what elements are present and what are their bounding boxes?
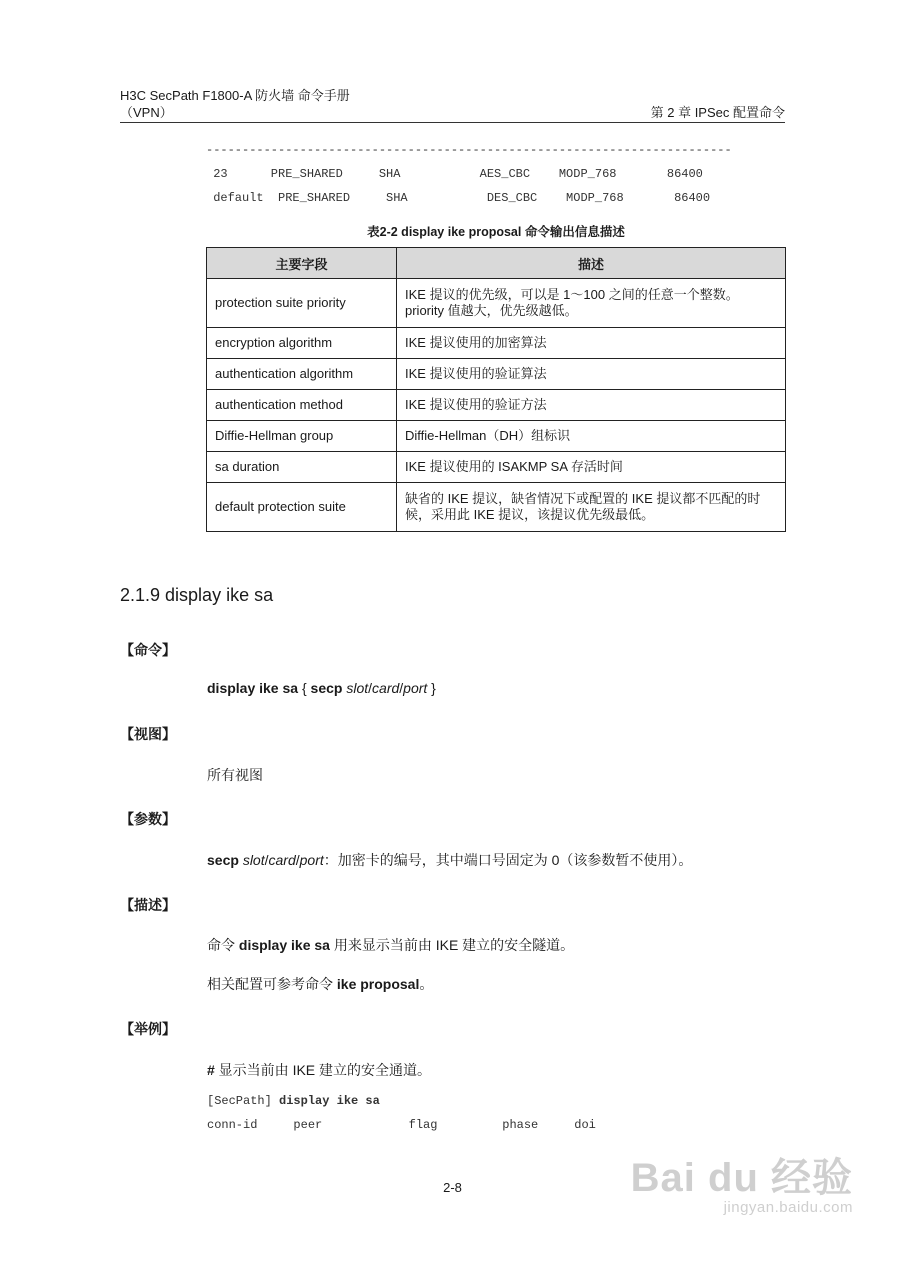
text: 命令 bbox=[207, 937, 239, 953]
table-cell-field: protection suite priority bbox=[207, 279, 397, 328]
table-header-field: 主要字段 bbox=[207, 248, 397, 279]
table-cell-desc bbox=[397, 279, 786, 328]
table-cell-desc bbox=[397, 483, 786, 532]
code-row-2: default PRE_SHARED SHA DES_CBC MODP_768 86400 bbox=[206, 191, 711, 205]
brace-open: { bbox=[298, 680, 311, 696]
table-cell-field: authentication algorithm bbox=[207, 359, 397, 390]
table-cell-field: encryption algorithm bbox=[207, 328, 397, 359]
table-cell-desc: IKE 提议使用的验证算法 bbox=[397, 359, 786, 390]
param-desc: ：加密卡的编号，其中端口号固定为 0（该参数暂不使用）。 bbox=[323, 852, 693, 868]
command-slot: slot bbox=[346, 680, 369, 696]
table-cell-desc: IKE 提议使用的加密算法 bbox=[397, 328, 786, 359]
table-row bbox=[207, 452, 786, 483]
slash: / bbox=[368, 680, 373, 696]
command-syntax bbox=[207, 680, 436, 696]
table-row bbox=[207, 359, 786, 390]
prompt: [SecPath] bbox=[207, 1094, 280, 1108]
desc-line: priority 值越大，优先级越低。 bbox=[405, 303, 578, 318]
table-header-row bbox=[207, 248, 786, 279]
header-rule bbox=[120, 122, 785, 123]
desc-line: IKE 提议的优先级，可以是 1～100 之间的任意一个整数。 bbox=[405, 287, 739, 302]
command-card: card bbox=[372, 680, 400, 696]
param-port: port bbox=[299, 852, 324, 868]
view-text: 所有视图 bbox=[207, 767, 263, 783]
description-table bbox=[206, 247, 786, 532]
label-view: 【视图】 bbox=[120, 726, 176, 742]
brace-close: } bbox=[427, 680, 436, 696]
table-row bbox=[207, 279, 786, 328]
table-row bbox=[207, 421, 786, 452]
text: 显示当前由 IKE 建立的安全通道。 bbox=[214, 1062, 432, 1078]
text: 。 bbox=[419, 976, 434, 992]
slash: / bbox=[295, 852, 300, 868]
slash: / bbox=[264, 852, 269, 868]
command-port: port bbox=[403, 680, 428, 696]
watermark bbox=[631, 1146, 853, 1216]
table-cell-field: default protection suite bbox=[207, 483, 397, 532]
label-command: 【命令】 bbox=[120, 642, 176, 658]
code-row-1: 23 PRE_SHARED SHA AES_CBC MODP_768 86400 bbox=[206, 167, 703, 181]
label-params: 【参数】 bbox=[120, 811, 176, 827]
param-slot: slot bbox=[242, 852, 265, 868]
label-example: 【举例】 bbox=[120, 1021, 176, 1037]
table-cell-desc: IKE 提议使用的验证方法 bbox=[397, 390, 786, 421]
watermark-url: jingyan.baidu.com bbox=[723, 1199, 853, 1216]
page-number: 2-8 bbox=[443, 1180, 462, 1195]
table-header-desc: 描述 bbox=[397, 248, 786, 279]
table-row bbox=[207, 390, 786, 421]
command-name: display ike sa bbox=[207, 680, 299, 696]
text: 用来显示当前由 IKE 建立的安全隧道。 bbox=[329, 937, 575, 953]
table-row bbox=[207, 328, 786, 359]
header-chapter: 第 2 章 IPSec 配置命令 bbox=[650, 105, 785, 120]
desc-line: 候，采用此 IKE 提议，该提议优先级最低。 bbox=[405, 507, 655, 522]
hash-mark: # bbox=[207, 1062, 215, 1078]
description-cmd: display ike sa bbox=[238, 937, 330, 953]
text: 相关配置可参考命令 bbox=[207, 976, 337, 992]
table-caption: 表2-2 display ike proposal 命令输出信息描述 bbox=[367, 225, 625, 239]
description-ref-cmd: ike proposal bbox=[336, 976, 420, 992]
description-p1 bbox=[207, 935, 574, 955]
command-secp: secp bbox=[310, 680, 343, 696]
param-card: card bbox=[268, 852, 296, 868]
table-cell-desc: Diffie-Hellman（DH）组标识 bbox=[397, 421, 786, 452]
label-description: 【描述】 bbox=[120, 897, 176, 913]
section-title: 2.1.9 display ike sa bbox=[120, 585, 274, 605]
example-command-line bbox=[207, 1094, 380, 1108]
description-p2 bbox=[207, 974, 433, 994]
header-title: H3C SecPath F1800-A 防火墙 命令手册 bbox=[120, 88, 350, 103]
example-intro bbox=[207, 1060, 431, 1080]
params-text bbox=[207, 850, 692, 870]
table-cell-field: Diffie-Hellman group bbox=[207, 421, 397, 452]
param-secp: secp bbox=[207, 852, 239, 868]
slash: / bbox=[399, 680, 404, 696]
code-dashes: ------------------------------------------------------------------------- bbox=[206, 143, 732, 157]
desc-line: 缺省的 IKE 提议，缺省情况下或配置的 IKE 提议都不匹配的时 bbox=[405, 491, 761, 506]
table-cell-field: authentication method bbox=[207, 390, 397, 421]
table-cell-field: sa duration bbox=[207, 452, 397, 483]
table-row bbox=[207, 483, 786, 532]
watermark-logo: Bai du 经验 bbox=[630, 1156, 853, 1200]
header-subtitle: （VPN） bbox=[120, 105, 173, 120]
example-cmd: display ike sa bbox=[279, 1094, 380, 1108]
table-cell-desc: IKE 提议使用的 ISAKMP SA 存活时间 bbox=[397, 452, 786, 483]
example-columns: conn-id peer flag phase doi bbox=[207, 1118, 596, 1132]
